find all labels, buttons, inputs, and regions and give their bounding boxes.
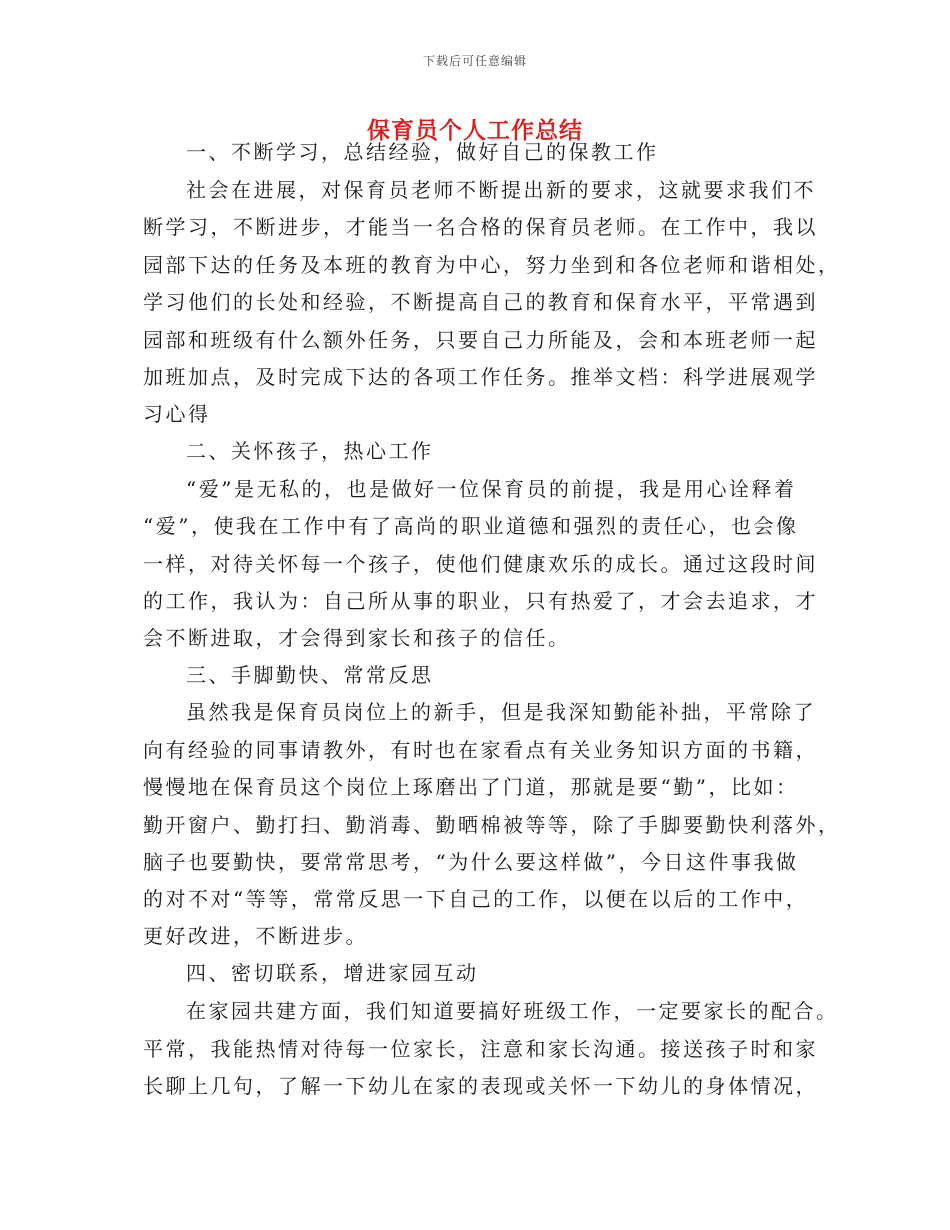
paragraph-line: 更好改进，不断进步。 [143,924,368,948]
paragraph-line: 勤开窗户、勤打扫、勤消毒、勤晒棉被等等，除了手脚要勤快利落外， [143,813,841,837]
paragraph-line: “爱”，使我在工作中有了高尚的职业道德和强烈的责任心，也会像 [143,514,799,538]
paragraph-line: 习心得 [143,402,211,426]
section-heading-4: 四、密切联系，增进家园互动 [186,961,479,985]
paragraph-line: 在家园共建方面，我们知道要搞好班级工作，一定要家长的配合。 [186,999,839,1023]
paragraph-line: 断学习，不断进步，才能当一名合格的保育员老师。在工作中，我以 [143,215,818,239]
paragraph-line: 向有经验的同事请教外，有时也在家看点有关业务知识方面的书籍， [143,738,818,762]
paragraph-line: 虽然我是保育员岗位上的新手，但是我深知勤能补拙，平常除了 [186,700,816,724]
paragraph-line: 长聊上几句，了解一下幼儿在家的表现或关怀一下幼儿的身体情况， [143,1074,818,1098]
section-heading-3: 三、手脚勤快、常常反思 [186,663,434,687]
paragraph-line: 园部下达的任务及本班的教育为中心，努力坐到和各位老师和谐相处， [143,253,841,277]
section-heading-2: 二、关怀孩子，热心工作 [186,439,434,463]
page-header: 下载后可任意编辑 [422,54,527,68]
paragraph-line: 的工作，我认为：自己所从事的职业，只有热爱了，才会去追求，才 [143,589,818,613]
document-title: 保育员个人工作总结 [367,117,583,144]
paragraph-line: 会不断进取，才会得到家长和孩子的信任。 [143,626,571,650]
paragraph-line: 慢慢地在保育员这个岗位上琢磨出了门道，那就是要“勤”，比如： [143,775,799,799]
paragraph-line: “爱”是无私的，也是做好一位保育员的前提，我是用心诠释着 [186,477,797,501]
paragraph-line: 平常，我能热情对待每一位家长，注意和家长沟通。接送孩子时和家 [143,1037,818,1061]
paragraph-line: 的对不对“等等，常常反思一下自己的工作，以便在以后的工作中， [143,887,809,911]
paragraph-line: 加班加点，及时完成下达的各项工作任务。推举文档：科学进展观学 [143,365,818,389]
paragraph-line: 一样，对待关怀每一个孩子，使他们健康欢乐的成长。通过这段时间 [143,552,818,576]
paragraph-line: 园部和班级有什么额外任务，只要自己力所能及，会和本班老师一起 [143,328,818,352]
paragraph-line: 脑子也要勤快，要常常思考，“为什么要这样做”，今日这件事我做 [143,850,799,874]
section-heading-1: 一、不断学习，总结经验，做好自己的保教工作 [186,140,659,164]
paragraph-line: 社会在进展，对保育员老师不断提出新的要求，这就要求我们不 [186,178,816,202]
paragraph-line: 学习他们的长处和经验，不断提高自己的教育和保育水平，平常遇到 [143,290,818,314]
